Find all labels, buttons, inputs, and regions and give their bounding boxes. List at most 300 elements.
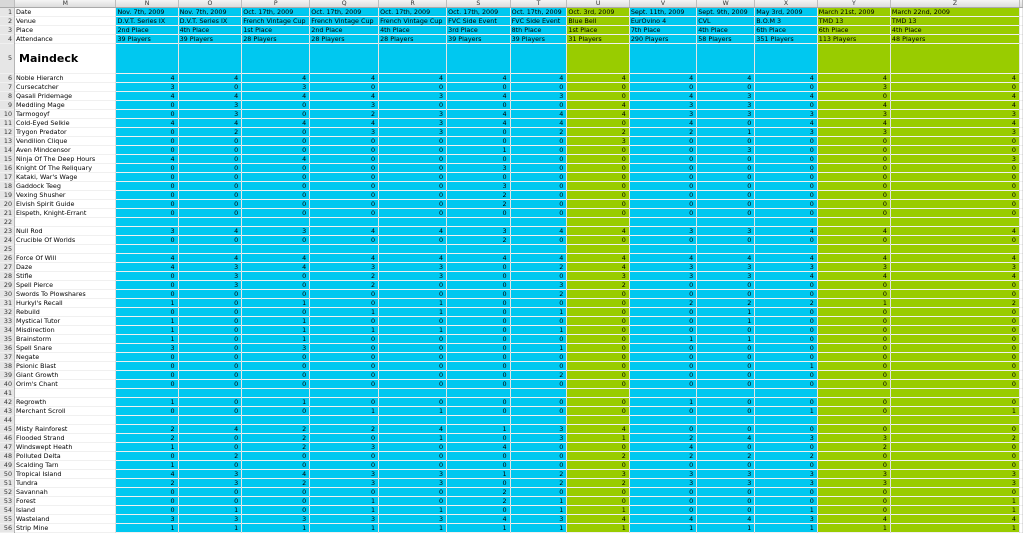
count-cell[interactable]: 0 xyxy=(629,164,696,173)
count-cell[interactable]: 0 xyxy=(755,173,817,182)
count-cell[interactable]: 0 xyxy=(697,137,755,146)
count-cell[interactable]: 0 xyxy=(890,344,1019,353)
card-name-cell[interactable]: Cursecatcher xyxy=(15,83,116,92)
count-cell[interactable]: 0 xyxy=(629,281,696,290)
cell[interactable]: B.O.M 3 xyxy=(755,17,817,26)
row-header[interactable]: 37 xyxy=(0,353,15,362)
count-cell[interactable]: 0 xyxy=(755,191,817,200)
row-header[interactable]: 47 xyxy=(0,443,15,452)
row-header[interactable]: 55 xyxy=(0,515,15,524)
card-name-cell[interactable]: Elvish Spirit Guide xyxy=(15,200,116,209)
count-cell[interactable]: 0 xyxy=(310,200,379,209)
cell[interactable]: 113 Players xyxy=(817,35,890,44)
count-cell[interactable]: 0 xyxy=(242,128,310,137)
cell[interactable] xyxy=(178,44,242,74)
row-label[interactable]: Attendance xyxy=(15,35,116,44)
count-cell[interactable]: 4 xyxy=(567,101,629,110)
count-cell[interactable]: 3 xyxy=(379,470,447,479)
count-cell[interactable]: 4 xyxy=(310,227,379,236)
count-cell[interactable]: 3 xyxy=(242,83,310,92)
count-cell[interactable] xyxy=(629,245,696,254)
count-cell[interactable]: 0 xyxy=(629,137,696,146)
count-cell[interactable]: 0 xyxy=(310,344,379,353)
row-label[interactable]: Date xyxy=(15,8,116,17)
cell[interactable]: 4th Place xyxy=(890,26,1019,35)
count-cell[interactable]: 3 xyxy=(817,83,890,92)
cell[interactable]: CVL xyxy=(697,17,755,26)
count-cell[interactable]: 0 xyxy=(817,506,890,515)
count-cell[interactable]: 1 xyxy=(890,524,1019,533)
count-cell[interactable]: 0 xyxy=(629,353,696,362)
count-cell[interactable]: 0 xyxy=(567,344,629,353)
count-cell[interactable]: 3 xyxy=(629,101,696,110)
count-cell[interactable]: 0 xyxy=(242,200,310,209)
row-header[interactable]: 38 xyxy=(0,362,15,371)
count-cell[interactable]: 0 xyxy=(379,173,447,182)
count-cell[interactable]: 1 xyxy=(178,524,242,533)
count-cell[interactable]: 0 xyxy=(379,236,447,245)
row-header[interactable]: 25 xyxy=(0,245,15,254)
count-cell[interactable]: 2 xyxy=(697,452,755,461)
count-cell[interactable]: 0 xyxy=(567,164,629,173)
count-cell[interactable] xyxy=(116,245,178,254)
column-header-y[interactable]: Y xyxy=(817,0,890,8)
count-cell[interactable]: 0 xyxy=(817,155,890,164)
cell[interactable]: Oct. 17th, 2009 xyxy=(310,8,379,17)
row-header[interactable]: 53 xyxy=(0,497,15,506)
count-cell[interactable]: 0 xyxy=(310,434,379,443)
count-cell[interactable]: 0 xyxy=(178,398,242,407)
count-cell[interactable]: 0 xyxy=(629,497,696,506)
count-cell[interactable]: 0 xyxy=(697,290,755,299)
count-cell[interactable]: 0 xyxy=(379,317,447,326)
count-cell[interactable]: 0 xyxy=(116,407,178,416)
count-cell[interactable]: 0 xyxy=(890,209,1019,218)
count-cell[interactable]: 1 xyxy=(242,524,310,533)
count-cell[interactable]: 0 xyxy=(379,452,447,461)
count-cell[interactable]: 2 xyxy=(242,434,310,443)
count-cell[interactable]: 0 xyxy=(890,164,1019,173)
count-cell[interactable]: 3 xyxy=(567,272,629,281)
count-cell[interactable]: 4 xyxy=(510,227,567,236)
row-header[interactable]: 22 xyxy=(0,218,15,227)
card-name-cell[interactable]: Vexing Shusher xyxy=(15,191,116,200)
count-cell[interactable]: 0 xyxy=(310,488,379,497)
card-name-cell[interactable]: Spell Snare xyxy=(15,344,116,353)
count-cell[interactable]: 0 xyxy=(567,146,629,155)
count-cell[interactable]: 0 xyxy=(242,308,310,317)
count-cell[interactable]: 0 xyxy=(817,191,890,200)
card-name-cell[interactable]: Meddling Mage xyxy=(15,101,116,110)
count-cell[interactable] xyxy=(817,218,890,227)
count-cell[interactable]: 2 xyxy=(116,425,178,434)
row-header[interactable]: 34 xyxy=(0,326,15,335)
count-cell[interactable]: 2 xyxy=(890,299,1019,308)
count-cell[interactable]: 3 xyxy=(629,110,696,119)
count-cell[interactable]: 0 xyxy=(817,182,890,191)
count-cell[interactable]: 4 xyxy=(379,254,447,263)
count-cell[interactable]: 0 xyxy=(178,326,242,335)
count-cell[interactable]: 1 xyxy=(242,299,310,308)
count-cell[interactable]: 0 xyxy=(447,83,510,92)
count-cell[interactable]: 4 xyxy=(697,515,755,524)
count-cell[interactable]: 0 xyxy=(447,506,510,515)
cell[interactable]: Nov. 7th, 2009 xyxy=(116,8,178,17)
row-header[interactable]: 39 xyxy=(0,371,15,380)
count-cell[interactable]: 4 xyxy=(242,263,310,272)
cell[interactable]: 58 Players xyxy=(697,35,755,44)
row-header[interactable]: 43 xyxy=(0,407,15,416)
count-cell[interactable]: 0 xyxy=(447,281,510,290)
count-cell[interactable]: 0 xyxy=(447,308,510,317)
count-cell[interactable]: 0 xyxy=(567,380,629,389)
cell[interactable]: 1st Place xyxy=(567,26,629,35)
count-cell[interactable]: 2 xyxy=(242,425,310,434)
count-cell[interactable]: 2 xyxy=(567,479,629,488)
count-cell[interactable]: 0 xyxy=(890,281,1019,290)
count-cell[interactable]: 4 xyxy=(817,272,890,281)
card-name-cell[interactable]: Tundra xyxy=(15,479,116,488)
count-cell[interactable]: 0 xyxy=(510,236,567,245)
count-cell[interactable]: 0 xyxy=(116,308,178,317)
row-header[interactable]: 7 xyxy=(0,83,15,92)
count-cell[interactable]: 0 xyxy=(629,236,696,245)
count-cell[interactable]: 3 xyxy=(379,110,447,119)
count-cell[interactable]: 0 xyxy=(890,371,1019,380)
count-cell[interactable]: 3 xyxy=(755,263,817,272)
count-cell[interactable] xyxy=(178,245,242,254)
count-cell[interactable]: 4 xyxy=(755,92,817,101)
count-cell[interactable]: 3 xyxy=(890,128,1019,137)
count-cell[interactable]: 4 xyxy=(817,119,890,128)
count-cell[interactable]: 4 xyxy=(116,92,178,101)
count-cell[interactable]: 0 xyxy=(447,137,510,146)
count-cell[interactable]: 3 xyxy=(697,92,755,101)
count-cell[interactable]: 0 xyxy=(242,110,310,119)
count-cell[interactable]: 0 xyxy=(510,272,567,281)
cell[interactable]: TMD 13 xyxy=(890,17,1019,26)
count-cell[interactable]: 0 xyxy=(567,488,629,497)
count-cell[interactable]: 1 xyxy=(447,425,510,434)
count-cell[interactable]: 3 xyxy=(379,92,447,101)
column-header-q[interactable]: Q xyxy=(310,0,379,8)
count-cell[interactable]: 4 xyxy=(178,119,242,128)
count-cell[interactable]: 3 xyxy=(629,263,696,272)
count-cell[interactable]: 0 xyxy=(567,317,629,326)
count-cell[interactable]: 3 xyxy=(379,119,447,128)
count-cell[interactable]: 0 xyxy=(629,344,696,353)
count-cell[interactable] xyxy=(379,218,447,227)
count-cell[interactable]: 0 xyxy=(242,101,310,110)
count-cell[interactable]: 0 xyxy=(379,443,447,452)
count-cell[interactable]: 3 xyxy=(310,128,379,137)
count-cell[interactable]: 4 xyxy=(447,515,510,524)
count-cell[interactable]: 0 xyxy=(817,362,890,371)
card-name-cell[interactable]: Polluted Delta xyxy=(15,452,116,461)
count-cell[interactable]: 3 xyxy=(755,434,817,443)
count-cell[interactable]: 0 xyxy=(447,317,510,326)
card-name-cell[interactable]: Stifle xyxy=(15,272,116,281)
count-cell[interactable]: 4 xyxy=(567,254,629,263)
count-cell[interactable]: 2 xyxy=(510,371,567,380)
count-cell[interactable]: 4 xyxy=(116,254,178,263)
count-cell[interactable] xyxy=(447,218,510,227)
row-header[interactable]: 16 xyxy=(0,164,15,173)
count-cell[interactable]: 0 xyxy=(379,371,447,380)
count-cell[interactable]: 0 xyxy=(242,164,310,173)
count-cell[interactable] xyxy=(817,389,890,398)
row-header[interactable]: 5 xyxy=(0,44,15,74)
count-cell[interactable]: 4 xyxy=(629,254,696,263)
count-cell[interactable]: 1 xyxy=(379,434,447,443)
count-cell[interactable]: 0 xyxy=(310,398,379,407)
cell[interactable]: Nov. 7th, 2009 xyxy=(178,8,242,17)
count-cell[interactable]: 0 xyxy=(116,452,178,461)
count-cell[interactable]: 0 xyxy=(379,101,447,110)
count-cell[interactable]: 4 xyxy=(890,101,1019,110)
count-cell[interactable]: 3 xyxy=(242,227,310,236)
count-cell[interactable]: 0 xyxy=(755,371,817,380)
count-cell[interactable]: 4 xyxy=(890,74,1019,83)
count-cell[interactable]: 1 xyxy=(242,326,310,335)
count-cell[interactable]: 0 xyxy=(310,335,379,344)
count-cell[interactable]: 3 xyxy=(890,110,1019,119)
cell[interactable]: 31 Players xyxy=(567,35,629,44)
count-cell[interactable]: 0 xyxy=(697,191,755,200)
cell[interactable]: Oct. 17th, 2009 xyxy=(379,8,447,17)
count-cell[interactable]: 0 xyxy=(510,353,567,362)
card-name-cell[interactable]: Strip Mine xyxy=(15,524,116,533)
count-cell[interactable]: 0 xyxy=(242,497,310,506)
count-cell[interactable] xyxy=(242,218,310,227)
card-name-cell[interactable]: Hurkyl's Recall xyxy=(15,299,116,308)
row-header[interactable]: 30 xyxy=(0,290,15,299)
count-cell[interactable]: 0 xyxy=(510,398,567,407)
count-cell[interactable] xyxy=(755,389,817,398)
row-header[interactable]: 45 xyxy=(0,425,15,434)
count-cell[interactable]: 3 xyxy=(242,515,310,524)
count-cell[interactable]: 0 xyxy=(178,461,242,470)
count-cell[interactable]: 0 xyxy=(310,317,379,326)
count-cell[interactable]: 3 xyxy=(310,263,379,272)
count-cell[interactable]: 0 xyxy=(510,335,567,344)
count-cell[interactable]: 0 xyxy=(510,101,567,110)
card-name-cell[interactable]: Savannah xyxy=(15,488,116,497)
count-cell[interactable]: 3 xyxy=(178,515,242,524)
count-cell[interactable]: 0 xyxy=(567,173,629,182)
count-cell[interactable]: 0 xyxy=(755,317,817,326)
count-cell[interactable]: 1 xyxy=(242,335,310,344)
count-cell[interactable]: 3 xyxy=(697,479,755,488)
count-cell[interactable]: 0 xyxy=(817,407,890,416)
count-cell[interactable]: 0 xyxy=(567,335,629,344)
count-cell[interactable]: 0 xyxy=(510,461,567,470)
count-cell[interactable]: 1 xyxy=(697,524,755,533)
row-header[interactable]: 41 xyxy=(0,389,15,398)
count-cell[interactable] xyxy=(510,245,567,254)
count-cell[interactable]: 0 xyxy=(697,506,755,515)
cell[interactable]: TMD 13 xyxy=(817,17,890,26)
count-cell[interactable]: 4 xyxy=(567,227,629,236)
count-cell[interactable]: 4 xyxy=(817,515,890,524)
count-cell[interactable]: 0 xyxy=(567,308,629,317)
count-cell[interactable]: 1 xyxy=(116,443,178,452)
count-cell[interactable]: 3 xyxy=(697,263,755,272)
count-cell[interactable]: 0 xyxy=(697,362,755,371)
column-header-o[interactable]: O xyxy=(178,0,242,8)
count-cell[interactable]: 0 xyxy=(567,371,629,380)
count-cell[interactable]: 2 xyxy=(817,443,890,452)
count-cell[interactable]: 4 xyxy=(755,254,817,263)
count-cell[interactable]: 0 xyxy=(817,200,890,209)
count-cell[interactable]: 4 xyxy=(755,272,817,281)
column-header-v[interactable]: V xyxy=(629,0,696,8)
count-cell[interactable]: 0 xyxy=(116,173,178,182)
count-cell[interactable]: 0 xyxy=(242,272,310,281)
count-cell[interactable]: 0 xyxy=(178,371,242,380)
count-cell[interactable] xyxy=(817,416,890,425)
count-cell[interactable]: 0 xyxy=(890,335,1019,344)
card-name-cell[interactable]: Scalding Tarn xyxy=(15,461,116,470)
count-cell[interactable]: 0 xyxy=(567,443,629,452)
count-cell[interactable]: 3 xyxy=(310,443,379,452)
count-cell[interactable]: 2 xyxy=(510,479,567,488)
row-label[interactable]: Venue xyxy=(15,17,116,26)
count-cell[interactable]: 2 xyxy=(447,497,510,506)
cell[interactable]: French Vintage Cup xyxy=(310,17,379,26)
count-cell[interactable]: 1 xyxy=(310,506,379,515)
count-cell[interactable]: 1 xyxy=(755,506,817,515)
count-cell[interactable]: 0 xyxy=(817,317,890,326)
cell[interactable]: D.V.T. Series IX xyxy=(116,17,178,26)
count-cell[interactable]: 0 xyxy=(310,236,379,245)
count-cell[interactable]: 0 xyxy=(890,308,1019,317)
count-cell[interactable]: 0 xyxy=(890,290,1019,299)
count-cell[interactable] xyxy=(817,245,890,254)
cell[interactable]: 7th Place xyxy=(629,26,696,35)
count-cell[interactable]: 1 xyxy=(567,524,629,533)
count-cell[interactable]: 0 xyxy=(697,164,755,173)
cell[interactable]: French Vintage Cup xyxy=(242,17,310,26)
count-cell[interactable]: 0 xyxy=(379,209,447,218)
count-cell[interactable] xyxy=(697,218,755,227)
count-cell[interactable]: 3 xyxy=(447,227,510,236)
count-cell[interactable]: 2 xyxy=(629,128,696,137)
count-cell[interactable]: 4 xyxy=(510,74,567,83)
count-cell[interactable]: 0 xyxy=(890,461,1019,470)
cell[interactable]: 1st Place xyxy=(242,26,310,35)
column-header-s[interactable]: S xyxy=(447,0,510,8)
count-cell[interactable]: 0 xyxy=(755,335,817,344)
count-cell[interactable] xyxy=(379,245,447,254)
count-cell[interactable]: 3 xyxy=(178,110,242,119)
count-cell[interactable]: 0 xyxy=(510,137,567,146)
count-cell[interactable]: 0 xyxy=(510,209,567,218)
count-cell[interactable]: 3 xyxy=(629,272,696,281)
count-cell[interactable]: 1 xyxy=(697,128,755,137)
count-cell[interactable] xyxy=(755,218,817,227)
card-name-cell[interactable]: Negate xyxy=(15,353,116,362)
count-cell[interactable]: 0 xyxy=(755,353,817,362)
row-header[interactable]: 50 xyxy=(0,470,15,479)
count-cell[interactable]: 2 xyxy=(567,128,629,137)
count-cell[interactable]: 0 xyxy=(178,200,242,209)
count-cell[interactable]: 0 xyxy=(755,83,817,92)
count-cell[interactable]: 0 xyxy=(447,380,510,389)
count-cell[interactable]: 0 xyxy=(116,236,178,245)
count-cell[interactable]: 0 xyxy=(447,335,510,344)
column-header-t[interactable]: T xyxy=(510,0,567,8)
row-header[interactable]: 49 xyxy=(0,461,15,470)
count-cell[interactable]: 0 xyxy=(116,362,178,371)
count-cell[interactable]: 0 xyxy=(310,353,379,362)
count-cell[interactable]: 0 xyxy=(510,182,567,191)
row-header[interactable]: 33 xyxy=(0,317,15,326)
count-cell[interactable]: 0 xyxy=(567,407,629,416)
cell[interactable]: 2nd Place xyxy=(310,26,379,35)
count-cell[interactable]: 4 xyxy=(890,227,1019,236)
count-cell[interactable]: 0 xyxy=(379,380,447,389)
card-name-cell[interactable]: Null Rod xyxy=(15,227,116,236)
count-cell[interactable]: 0 xyxy=(817,488,890,497)
count-cell[interactable]: 1 xyxy=(755,362,817,371)
row-header[interactable]: 48 xyxy=(0,452,15,461)
count-cell[interactable]: 0 xyxy=(178,353,242,362)
count-cell[interactable] xyxy=(567,389,629,398)
count-cell[interactable]: 0 xyxy=(178,236,242,245)
count-cell[interactable]: 0 xyxy=(629,146,696,155)
count-cell[interactable]: 3 xyxy=(755,110,817,119)
count-cell[interactable]: 0 xyxy=(447,353,510,362)
count-cell[interactable]: 3 xyxy=(379,272,447,281)
count-cell[interactable]: 0 xyxy=(890,83,1019,92)
count-cell[interactable]: 1 xyxy=(510,344,567,353)
count-cell[interactable]: 0 xyxy=(178,317,242,326)
count-cell[interactable]: 3 xyxy=(116,344,178,353)
count-cell[interactable]: 2 xyxy=(567,281,629,290)
count-cell[interactable]: 4 xyxy=(379,74,447,83)
card-name-cell[interactable]: Island xyxy=(15,506,116,515)
count-cell[interactable]: 3 xyxy=(447,182,510,191)
count-cell[interactable]: 3 xyxy=(310,101,379,110)
count-cell[interactable]: 3 xyxy=(379,263,447,272)
count-cell[interactable]: 4 xyxy=(447,92,510,101)
count-cell[interactable]: 0 xyxy=(447,398,510,407)
count-cell[interactable]: 1 xyxy=(379,506,447,515)
count-cell[interactable] xyxy=(755,245,817,254)
count-cell[interactable]: 3 xyxy=(116,515,178,524)
count-cell[interactable]: 0 xyxy=(817,353,890,362)
card-name-cell[interactable] xyxy=(15,218,116,227)
cell[interactable]: FVC Side Event xyxy=(447,17,510,26)
count-cell[interactable]: 3 xyxy=(817,479,890,488)
row-header[interactable]: 27 xyxy=(0,263,15,272)
row-header[interactable]: 2 xyxy=(0,17,15,26)
count-cell[interactable]: 1 xyxy=(242,398,310,407)
count-cell[interactable]: 0 xyxy=(447,371,510,380)
count-cell[interactable]: 0 xyxy=(379,497,447,506)
count-cell[interactable]: 2 xyxy=(447,236,510,245)
count-cell[interactable]: 3 xyxy=(178,479,242,488)
count-cell[interactable]: 4 xyxy=(310,254,379,263)
count-cell[interactable]: 0 xyxy=(116,497,178,506)
count-cell[interactable]: 0 xyxy=(116,272,178,281)
card-name-cell[interactable]: Knight Of The Reliquary xyxy=(15,164,116,173)
count-cell[interactable]: 2 xyxy=(510,470,567,479)
count-cell[interactable]: 0 xyxy=(510,164,567,173)
card-name-cell[interactable] xyxy=(15,245,116,254)
count-cell[interactable]: 0 xyxy=(379,200,447,209)
